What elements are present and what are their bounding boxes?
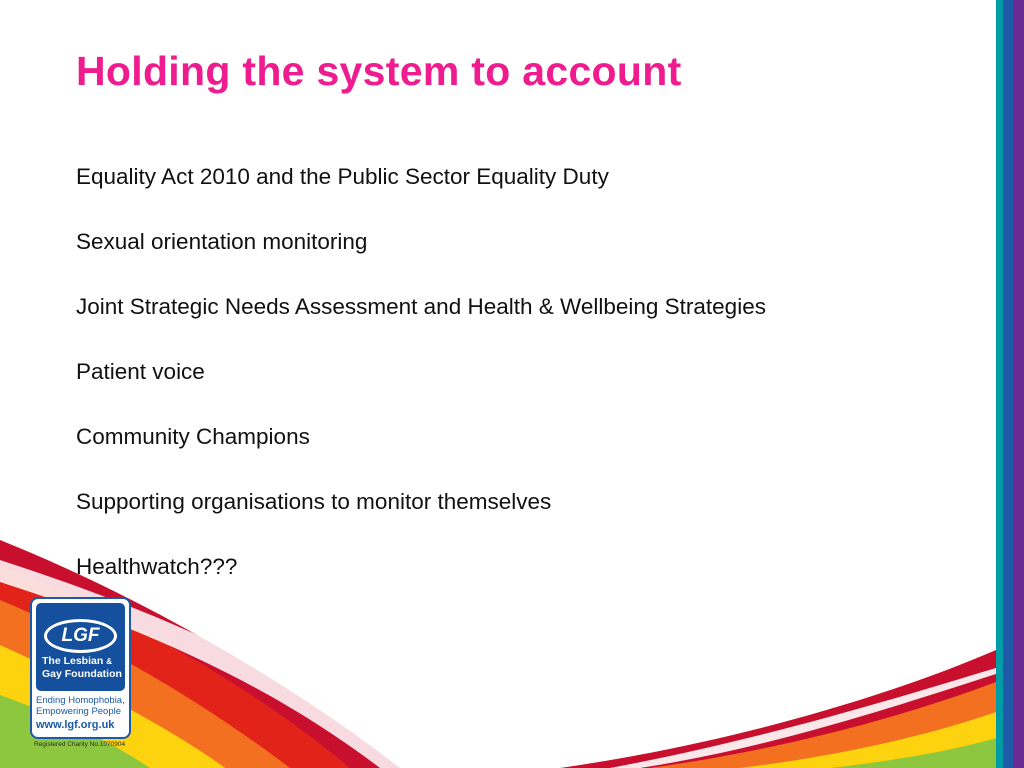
logo-name-line1: The Lesbian: [42, 655, 104, 667]
bullet-list: [76, 160, 766, 615]
logo-panel: [36, 603, 125, 691]
logo-name-line2: Gay Foundation: [42, 668, 122, 680]
list-item: Patient voice: [76, 359, 205, 384]
logo-name: [42, 655, 122, 680]
list-item: Community Champions: [76, 424, 310, 449]
logo-tagline-line2: Empowering People: [36, 706, 122, 717]
charity-number: Registered Charity No.1070904: [34, 741, 126, 748]
list-item: Healthwatch???: [76, 554, 238, 579]
logo-url: www.lgf.org.uk: [36, 719, 115, 731]
list-item: Supporting organisations to monitor themselves: [76, 489, 552, 514]
logo-tagline-line1: Ending Homophobia,: [36, 695, 125, 706]
list-item: Equality Act 2010 and the Public Sector Equality Duty: [76, 164, 609, 189]
logo-name-amp: &: [106, 657, 112, 666]
lgf-logo: [30, 597, 131, 739]
slide-title: Holding the system to account: [76, 48, 682, 94]
list-item: Sexual orientation monitoring: [76, 229, 368, 254]
logo-tagline: [36, 695, 126, 717]
lgf-mark-icon: [44, 619, 117, 653]
list-item: Joint Strategic Needs Assessment and Health & Wellbeing Strategies: [76, 294, 766, 319]
logo-mark-text: LGF: [61, 625, 100, 646]
right-stripe-purple: [1013, 0, 1024, 768]
